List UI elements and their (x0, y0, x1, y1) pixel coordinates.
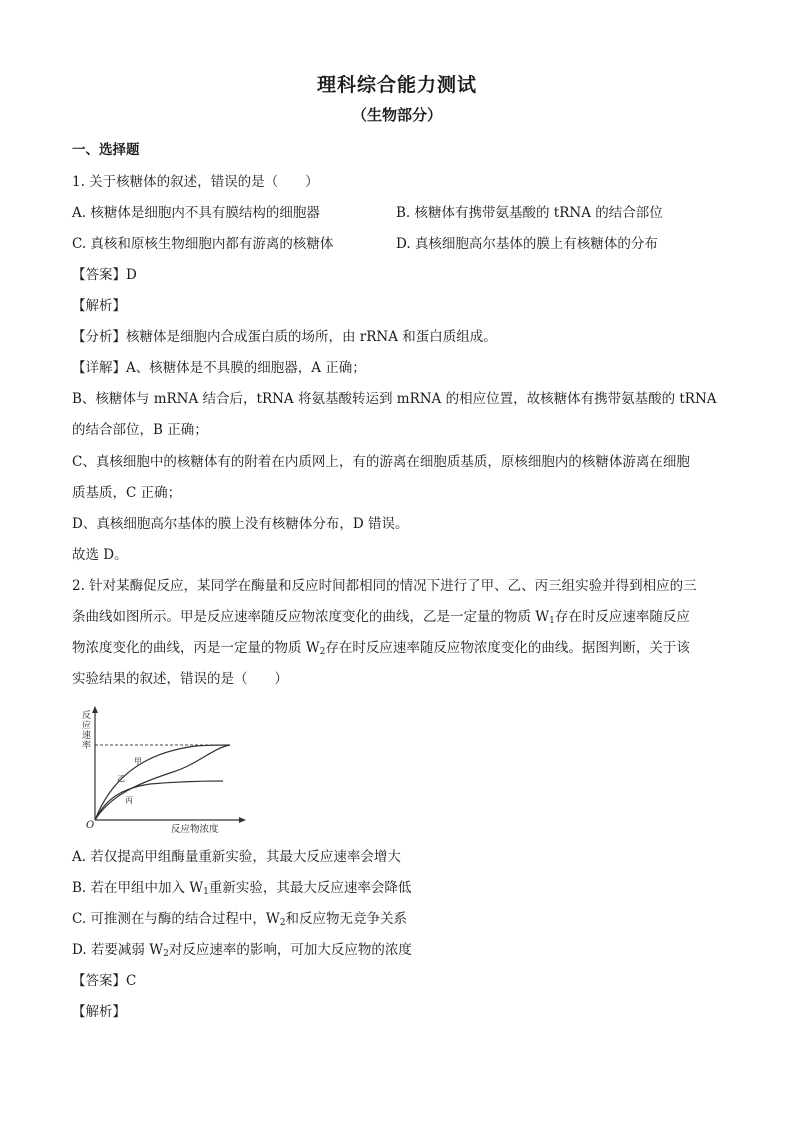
q2-stem-line: 物浓度变化的曲线，丙是一定量的物质 $W_2$存在时反应速率随反应物浓度变化的曲线。据图判断，关于该 (72, 640, 690, 657)
q1-analysis-line: 的结合部位，B 正确； (72, 422, 208, 438)
page-subtitle: （生物部分） (351, 106, 442, 124)
q1-analysis-line: 【分析】核糖体是细胞内合成蛋白质的场所，由 rRNA 和蛋白质组成。 (72, 329, 497, 345)
q2-analysis-label: 【解析】 (72, 1004, 126, 1020)
q1-analysis-line: 【详解】A、核糖体是不具膜的细胞器，A 正确； (72, 360, 366, 376)
y-axis-label: 反应速率 (82, 711, 92, 751)
q1-option-a: A. 核糖体是细胞内不具有膜结构的细胞器 (72, 205, 320, 221)
q2-option-d: D. 若要减弱 $W_2$对反应速率的影响，可加大反应物的浓度 (72, 942, 412, 959)
y-axis-arrow (92, 706, 98, 713)
q2-option-b: B. 若在甲组中加入 $W_1$重新实验，其最大反应速率会降低 (72, 880, 412, 897)
x-axis-label: 反应物浓度 (171, 824, 219, 835)
curve-label-yi: 乙 (117, 774, 125, 783)
q1-option-b: B. 核糖体有携带氨基酸的 tRNA 的结合部位 (396, 205, 663, 221)
q1-analysis-label: 【解析】 (72, 298, 126, 314)
page-title: 理科综合能力测试 (316, 74, 477, 96)
q2-answer: 【答案】C (72, 973, 137, 989)
x-axis-arrow (239, 817, 246, 823)
q1-option-c: C. 真核和原核生物细胞内都有游离的核糖体 (72, 236, 334, 252)
q1-option-d: D. 真核细胞高尔基体的膜上有核糖体的分布 (396, 236, 658, 252)
q1-stem: 1. 关于核糖体的叙述，错误的是（ ） (72, 174, 319, 190)
q1-answer: 【答案】D (72, 267, 137, 283)
curve-label-jia: 甲 (134, 757, 142, 766)
q1-analysis-line: 故选 D。 (72, 547, 128, 563)
curve-label-bing: 丙 (125, 796, 133, 805)
q2-stem-line: 2. 针对某酶促反应，某同学在酶量和反应时间都相同的情况下进行了甲、乙、丙三组实验并得到相应的三 (72, 578, 697, 594)
q1-analysis-line: C、真核细胞中的核糖体有的附着在内质网上，有的游离在细胞质基质，原核细胞内的核糖体游离在细胞 (72, 454, 690, 470)
q2-option-c: C. 可推测在与酶的结合过程中，$W_2$和反应物无竞争关系 (72, 911, 408, 928)
q1-analysis-line: 质基质，C 正确； (72, 485, 182, 501)
q2-option-a: A. 若仅提高甲组酶量重新实验，其最大反应速率会增大 (72, 849, 401, 865)
reaction-rate-figure (78, 706, 248, 838)
q2-stem-line: 条曲线如图所示。甲是反应速率随反应物浓度变化的曲线，乙是一定量的物质 $W_1$存在时反应速率随反应 (72, 609, 690, 626)
origin-label: O (86, 820, 95, 831)
q1-analysis-line: D、真核细胞高尔基体的膜上没有核糖体分布，D 错误。 (72, 516, 409, 532)
q1-analysis-line: B、核糖体与 mRNA 结合后，tRNA 将氨基酸转运到 mRNA 的相应位置，故核糖体有携带氨基酸的 tRNA (72, 391, 717, 407)
q2-stem-line: 实验结果的叙述，错误的是（ ） (72, 671, 288, 687)
section-heading: 一、选择题 (72, 142, 140, 158)
